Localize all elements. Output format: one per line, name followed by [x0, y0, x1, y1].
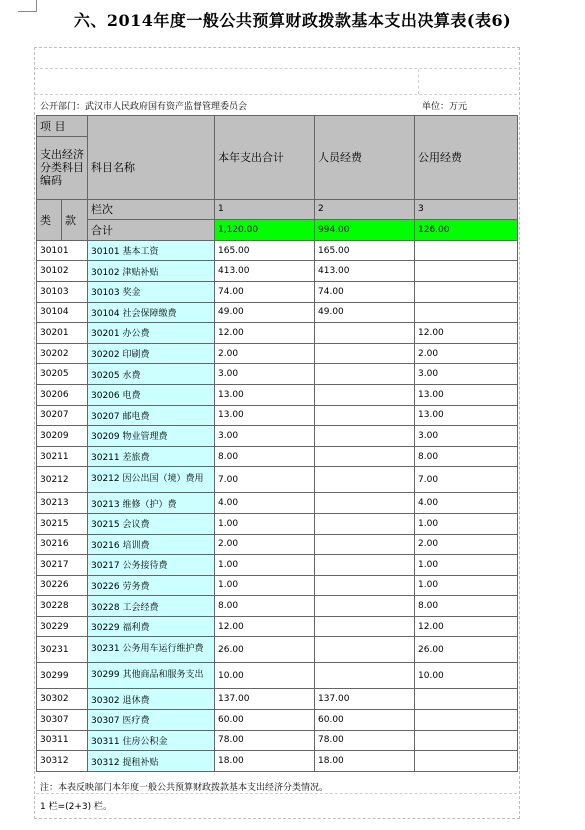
row-public: 7.00 — [415, 467, 518, 493]
row-total: 12.00 — [215, 616, 315, 637]
row-name: 30231 公务用车运行维护费 — [88, 637, 215, 663]
row-code: 30312 — [37, 751, 88, 772]
row-personnel — [315, 446, 415, 467]
row-total: 2.00 — [215, 343, 315, 364]
table-row — [37, 426, 518, 447]
row-code: 30201 — [37, 323, 88, 344]
row-total: 137.00 — [215, 689, 315, 710]
table-row — [37, 343, 518, 364]
row-code: 30311 — [37, 730, 88, 751]
table-row — [37, 616, 518, 637]
row-code: 30104 — [37, 302, 88, 323]
row-total: 18.00 — [215, 751, 315, 772]
row-total: 1.00 — [215, 555, 315, 576]
table-row — [37, 730, 518, 751]
row-personnel — [315, 513, 415, 534]
row-personnel — [315, 364, 415, 385]
row-public: 8.00 — [415, 596, 518, 617]
row-name: 30229 福利费 — [88, 616, 215, 637]
row-public: 1.00 — [415, 555, 518, 576]
row-name: 30217 公务接待费 — [88, 555, 215, 576]
row-personnel — [315, 637, 415, 663]
row-personnel — [315, 534, 415, 555]
table-row — [37, 405, 518, 426]
row-total: 7.00 — [215, 467, 315, 493]
row-code: 30209 — [37, 426, 88, 447]
header-col-2: 2 — [315, 199, 415, 220]
expenditure-table — [36, 115, 518, 772]
row-total: 12.00 — [215, 323, 315, 344]
row-code: 30207 — [37, 405, 88, 426]
row-personnel — [315, 384, 415, 405]
row-public: 8.00 — [415, 446, 518, 467]
header-kuan: 款 — [62, 199, 88, 240]
row-public: 12.00 — [415, 616, 518, 637]
row-name: 30201 办公费 — [88, 323, 215, 344]
table-row — [37, 637, 518, 663]
table-row — [37, 663, 518, 689]
table-row — [37, 281, 518, 302]
header-project: 项 目 — [37, 116, 88, 137]
row-public — [415, 281, 518, 302]
total-amount: 1,120.00 — [215, 220, 315, 241]
header-lei: 类 — [37, 199, 62, 240]
row-code: 30202 — [37, 343, 88, 364]
row-personnel — [315, 467, 415, 493]
row-total: 2.00 — [215, 534, 315, 555]
total-label: 合计 — [88, 220, 215, 241]
header-col-1: 1 — [215, 199, 315, 220]
table-row — [37, 596, 518, 617]
row-name: 30104 社会保障缴费 — [88, 302, 215, 323]
page-title: 六、2014年度一般公共预算财政拨款基本支出决算表(表6) — [73, 11, 512, 30]
row-name: 30207 邮电费 — [88, 405, 215, 426]
header-public: 公用经费 — [415, 116, 518, 200]
row-name: 30226 劳务费 — [88, 575, 215, 596]
header-personnel: 人员经费 — [315, 116, 415, 200]
row-total: 60.00 — [215, 710, 315, 731]
table-row — [37, 446, 518, 467]
row-total: 78.00 — [215, 730, 315, 751]
row-public — [415, 261, 518, 282]
row-personnel — [315, 616, 415, 637]
row-total: 1.00 — [215, 575, 315, 596]
row-name: 30213 维修（护）费 — [88, 493, 215, 514]
row-public — [415, 302, 518, 323]
row-code: 30231 — [37, 637, 88, 663]
row-code: 30302 — [37, 689, 88, 710]
row-personnel: 413.00 — [315, 261, 415, 282]
row-personnel — [315, 493, 415, 514]
row-name: 30312 提租补贴 — [88, 751, 215, 772]
row-personnel — [315, 555, 415, 576]
row-public: 4.00 — [415, 493, 518, 514]
row-public — [415, 730, 518, 751]
row-total: 13.00 — [215, 384, 315, 405]
header-total: 本年支出合计 — [215, 116, 315, 200]
row-public — [415, 689, 518, 710]
table-row — [37, 323, 518, 344]
row-code: 30211 — [37, 446, 88, 467]
table-row — [37, 751, 518, 772]
row-total: 413.00 — [215, 261, 315, 282]
row-name: 30206 电费 — [88, 384, 215, 405]
footnote: 注：本表反映部门本年度一般公共预算财政拨款基本支出经济分类情况。 — [40, 783, 329, 793]
row-code: 30228 — [37, 596, 88, 617]
row-total: 8.00 — [215, 596, 315, 617]
row-code: 30215 — [37, 513, 88, 534]
row-code: 30307 — [37, 710, 88, 731]
total-personnel: 994.00 — [315, 220, 415, 241]
row-code: 30212 — [37, 467, 88, 493]
row-code: 30206 — [37, 384, 88, 405]
row-code: 30217 — [37, 555, 88, 576]
row-public: 13.00 — [415, 384, 518, 405]
row-personnel — [315, 575, 415, 596]
row-public — [415, 751, 518, 772]
row-name: 30228 工会经费 — [88, 596, 215, 617]
divider — [36, 793, 517, 794]
row-name: 30307 医疗费 — [88, 710, 215, 731]
row-code: 30213 — [37, 493, 88, 514]
row-code: 30103 — [37, 281, 88, 302]
row-name: 30302 退休费 — [88, 689, 215, 710]
row-public: 1.00 — [415, 575, 518, 596]
row-total: 3.00 — [215, 426, 315, 447]
row-name: 30211 差旅费 — [88, 446, 215, 467]
row-public: 12.00 — [415, 323, 518, 344]
row-name: 30101 基本工资 — [88, 240, 215, 261]
row-name: 30103 奖金 — [88, 281, 215, 302]
blank-row — [35, 68, 517, 95]
row-total: 26.00 — [215, 637, 315, 663]
row-code: 30229 — [37, 616, 88, 637]
table-row — [37, 261, 518, 282]
total-public: 126.00 — [415, 220, 518, 241]
unit-label: 单位：万元 — [422, 102, 468, 112]
row-public: 2.00 — [415, 534, 518, 555]
row-personnel: 18.00 — [315, 751, 415, 772]
row-personnel: 74.00 — [315, 281, 415, 302]
table-row — [37, 240, 518, 261]
header-code: 支出经济分类科目编码 — [37, 136, 88, 199]
row-name: 30102 津贴补贴 — [88, 261, 215, 282]
table-row — [37, 493, 518, 514]
row-personnel — [315, 663, 415, 689]
row-total: 49.00 — [215, 302, 315, 323]
row-public: 13.00 — [415, 405, 518, 426]
row-personnel — [315, 405, 415, 426]
row-code: 30205 — [37, 364, 88, 385]
table-row — [37, 555, 518, 576]
row-total: 1.00 — [215, 513, 315, 534]
row-personnel — [315, 343, 415, 364]
row-total: 74.00 — [215, 281, 315, 302]
row-public: 2.00 — [415, 343, 518, 364]
department-label: 公开部门：武汉市人民政府国有资产监督管理委员会 — [40, 102, 248, 112]
row-personnel: 165.00 — [315, 240, 415, 261]
row-public: 10.00 — [415, 663, 518, 689]
row-name: 30299 其他商品和服务支出 — [88, 663, 215, 689]
row-total: 165.00 — [215, 240, 315, 261]
row-personnel: 78.00 — [315, 730, 415, 751]
row-public: 1.00 — [415, 513, 518, 534]
row-code: 30226 — [37, 575, 88, 596]
row-name: 30209 物业管理费 — [88, 426, 215, 447]
row-personnel — [315, 323, 415, 344]
row-code: 30101 — [37, 240, 88, 261]
row-public: 3.00 — [415, 426, 518, 447]
table-row — [37, 364, 518, 385]
row-public: 3.00 — [415, 364, 518, 385]
header-blank — [88, 116, 215, 137]
table-row — [37, 384, 518, 405]
row-personnel: 49.00 — [315, 302, 415, 323]
row-personnel — [315, 596, 415, 617]
row-personnel — [315, 426, 415, 447]
table-row — [37, 689, 518, 710]
table-row — [37, 710, 518, 731]
row-code: 30216 — [37, 534, 88, 555]
row-total: 13.00 — [215, 405, 315, 426]
row-total: 4.00 — [215, 493, 315, 514]
table-row — [37, 302, 518, 323]
header-col-3: 3 — [415, 199, 518, 220]
table-row — [37, 575, 518, 596]
row-personnel: 60.00 — [315, 710, 415, 731]
row-name: 30311 住房公积金 — [88, 730, 215, 751]
row-public — [415, 240, 518, 261]
row-total: 8.00 — [215, 446, 315, 467]
row-total: 3.00 — [215, 364, 315, 385]
row-code: 30299 — [37, 663, 88, 689]
table-row — [37, 534, 518, 555]
row-name: 30215 会议费 — [88, 513, 215, 534]
row-personnel: 137.00 — [315, 689, 415, 710]
table-row — [37, 513, 518, 534]
row-name: 30202 印刷费 — [88, 343, 215, 364]
header-name: 科目名称 — [88, 136, 215, 199]
footnote-formula: 1 栏=(2+3) 栏。 — [40, 802, 113, 812]
table-row — [37, 467, 518, 493]
row-code: 30102 — [37, 261, 88, 282]
row-public: 26.00 — [415, 637, 518, 663]
row-total: 10.00 — [215, 663, 315, 689]
row-public — [415, 710, 518, 731]
header-lanci: 栏次 — [88, 199, 215, 220]
row-name: 30216 培训费 — [88, 534, 215, 555]
row-name: 30212 因公出国（境）费用 — [88, 467, 215, 493]
row-name: 30205 水费 — [88, 364, 215, 385]
